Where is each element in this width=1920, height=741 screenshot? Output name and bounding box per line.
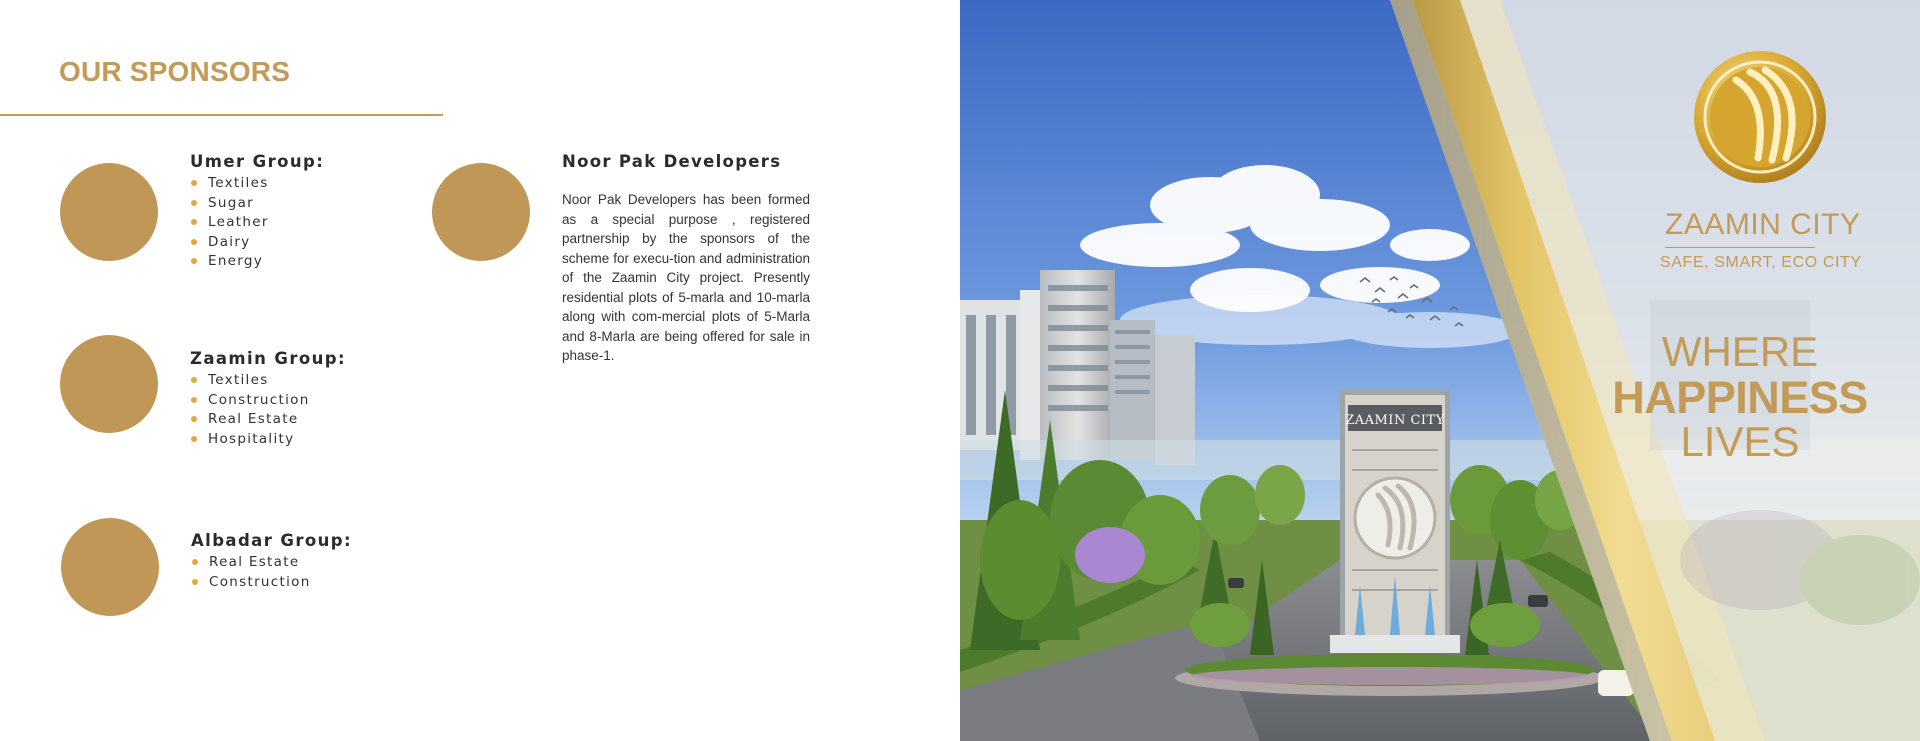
slogan-line-3: LIVES — [1680, 418, 1800, 465]
sponsor-business-list — [190, 174, 324, 272]
list-item: Textiles — [190, 371, 346, 391]
sponsor-business-list — [191, 553, 352, 592]
list-item: Sugar — [190, 194, 324, 214]
noor-pak-description: Noor Pak Developers has been formed as a special purpose , registered partnership by the sponsors of the scheme for execu-tion and administration of the Zaamin City project. Presently residential plots of 5-marla and 10-marla along with com-mercial plots of 5-Marla and 8-Marla are being offered for sale in phase-1. — [562, 192, 810, 363]
page-heading: OUR SPONSORS — [59, 56, 291, 87]
list-item: Energy — [190, 252, 324, 272]
list-item: Construction — [190, 391, 346, 411]
brand-divider — [1665, 247, 1815, 248]
slogan-line-1: WHERE — [1661, 328, 1819, 375]
sponsor-title: Albadar Group: — [191, 531, 352, 550]
sponsor-business-list — [190, 371, 346, 449]
list-item: Textiles — [190, 174, 324, 194]
sponsor-albadar-group — [191, 531, 352, 592]
noor-pak-title: Noor Pak Developers — [562, 152, 782, 171]
sponsor-zaamin-group — [190, 349, 346, 449]
sponsor-title: Umer Group: — [190, 152, 325, 171]
brand-tagline: SAFE, SMART, ECO CITY — [1660, 254, 1862, 271]
brand-name: ZAAMIN CITY — [1665, 208, 1861, 241]
albadar-group-logo-placeholder — [61, 518, 159, 616]
zaamin-group-logo-placeholder — [60, 335, 158, 433]
cover-page — [960, 0, 1920, 741]
list-item: Real Estate — [190, 410, 346, 430]
slogan-line-2: HAPPINESS — [1612, 372, 1868, 423]
cover-text-overlay — [960, 0, 1920, 741]
sponsor-umer-group — [190, 152, 324, 272]
heading-divider — [0, 114, 443, 116]
list-item: Leather — [190, 213, 324, 233]
sponsor-title: Zaamin Group: — [190, 349, 346, 368]
umer-group-logo-placeholder — [60, 163, 158, 261]
list-item: Real Estate — [191, 553, 352, 573]
noor-pak-logo-placeholder — [432, 163, 530, 261]
list-item: Hospitality — [190, 430, 346, 450]
list-item: Dairy — [190, 233, 324, 253]
monument-sign-text: ZAAMIN CITY — [1345, 413, 1445, 428]
list-item: Construction — [191, 573, 352, 593]
